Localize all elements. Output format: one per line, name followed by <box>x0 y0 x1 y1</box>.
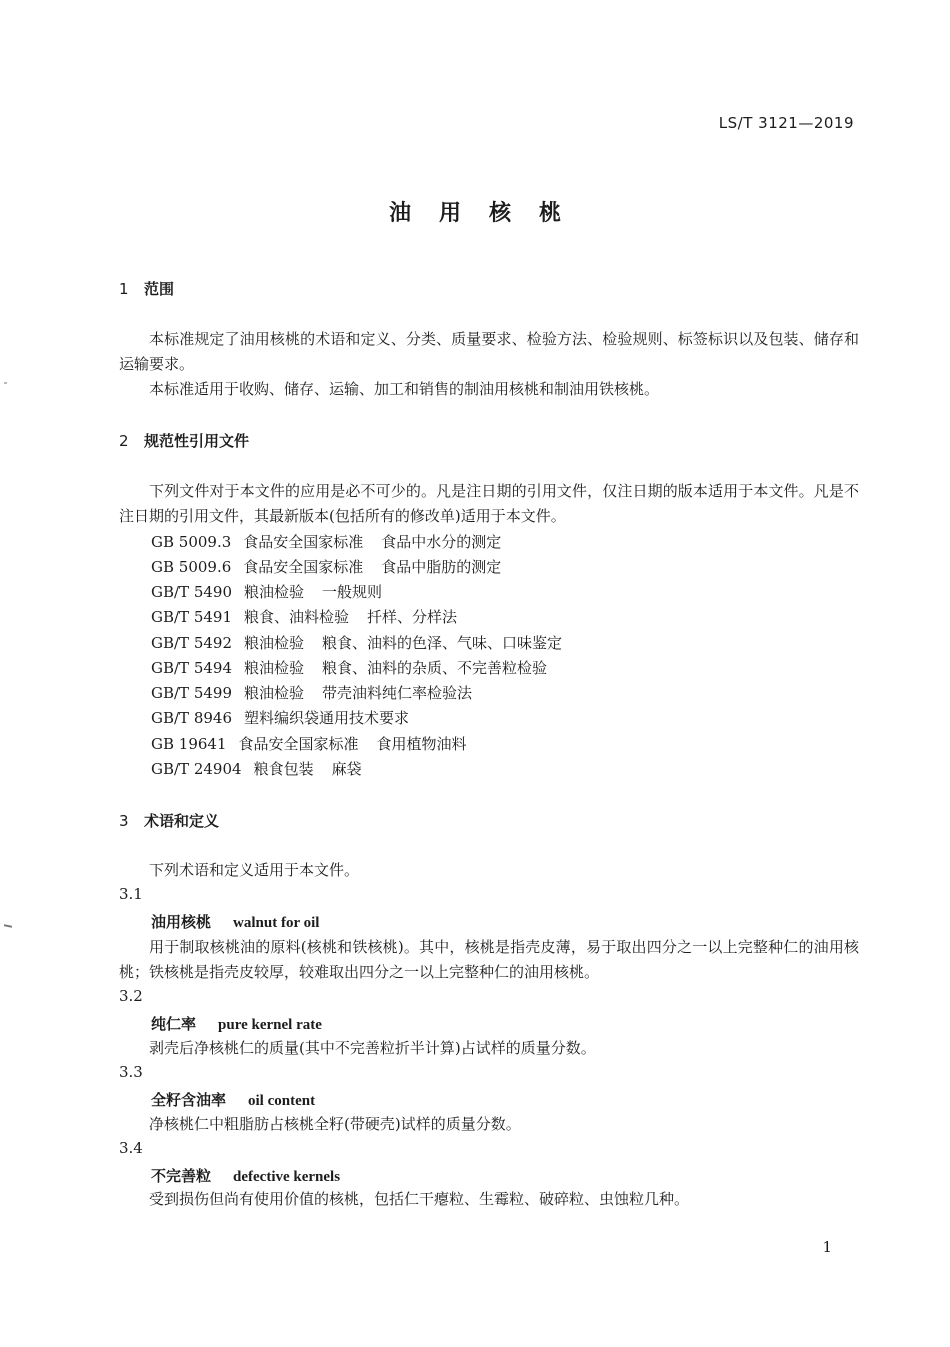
reference-subtitle: 粮食、油料的色泽、气味、口味鉴定 <box>322 634 563 652</box>
term-definition: 用于制取核桃油的原料(核桃和铁核桃)。其中，核桃是指壳皮薄，易于取出四分之一以上完整种仁的油用核桃；铁核桃是指壳皮较厚，较难取出四分之一以上完整种仁的油用核桃。 <box>119 938 859 981</box>
reference-subtitle: 食用植物油料 <box>376 735 467 753</box>
section-2-intro: 下列文件对于本文件的应用是必不可少的。凡是注日期的引用文件，仅注日期的版本适用于本文件。凡是不注日期的引用文件，其最新版本(包括所有的修改单)适用于本文件。 <box>119 482 859 525</box>
reference-code: GB/T 5499 <box>151 684 233 702</box>
term-number: 3.1 <box>119 885 143 903</box>
section-3-intro: 下列术语和定义适用于本文件。 <box>149 861 360 879</box>
page-number: 1 <box>822 1238 832 1256</box>
reference-code: GB 19641 <box>151 735 227 753</box>
reference-code: GB/T 8946 <box>151 709 233 727</box>
reference-item <box>151 707 409 728</box>
term-zh: 纯仁率 <box>151 1015 197 1033</box>
term-definition: 净核桃仁中粗脂肪占核桃全籽(带硬壳)试样的质量分数。 <box>149 1115 521 1133</box>
reference-item <box>151 606 457 627</box>
term-heading <box>151 1013 322 1034</box>
reference-title: 塑料编织袋通用技术要求 <box>244 709 410 727</box>
section-title: 规范性引用文件 <box>144 432 250 450</box>
section-1-paragraph-1: 本标准规定了油用核桃的术语和定义、分类、质量要求、检验方法、检验规则、标签标识以及包装、储存和运输要求。 <box>119 330 859 373</box>
document-title: 油用核桃 <box>388 201 589 226</box>
section-number: 2 <box>119 432 129 450</box>
term-number: 3.3 <box>119 1063 143 1081</box>
term-en: pure kernel rate <box>218 1017 322 1033</box>
reference-title: 食品安全国家标准 <box>238 735 359 753</box>
reference-subtitle: 粮食、油料的杂质、不完善粒检验 <box>322 659 548 677</box>
section-title: 范围 <box>144 280 175 298</box>
reference-code: GB/T 24904 <box>151 760 242 778</box>
section-2-heading <box>119 430 249 451</box>
section-number: 3 <box>119 812 129 830</box>
reference-item <box>151 531 501 552</box>
reference-title: 粮油检验 <box>244 634 305 652</box>
term-number: 3.2 <box>119 987 143 1005</box>
reference-subtitle: 带壳油料纯仁率检验法 <box>322 684 473 702</box>
reference-title: 粮食、油料检验 <box>244 608 350 626</box>
reference-item <box>151 632 562 653</box>
term-heading <box>151 911 319 932</box>
term-heading <box>151 1089 315 1110</box>
reference-title: 粮食包装 <box>253 760 314 778</box>
scan-mark <box>4 382 7 384</box>
scan-mark <box>4 924 12 928</box>
section-1-paragraph-2: 本标准适用于收购、储存、运输、加工和销售的制油用核桃和制油用铁核桃。 <box>149 380 660 398</box>
reference-code: GB/T 5491 <box>151 608 233 626</box>
term-definition: 受到损伤但尚有使用价值的核桃，包括仁干瘪粒、生霉粒、破碎粒、虫蚀粒几种。 <box>149 1190 690 1208</box>
reference-title: 粮油检验 <box>244 659 305 677</box>
section-1-heading <box>119 278 174 299</box>
reference-title: 粮油检验 <box>244 583 305 601</box>
reference-code: GB/T 5494 <box>151 659 233 677</box>
reference-subtitle: 扦样、分样法 <box>367 608 458 626</box>
reference-code: GB/T 5490 <box>151 583 233 601</box>
term-en: defective kernels <box>233 1169 341 1185</box>
reference-item <box>151 581 382 602</box>
reference-subtitle: 一般规则 <box>322 583 383 601</box>
reference-title: 食品安全国家标准 <box>243 533 364 551</box>
reference-code: GB 5009.3 <box>151 533 232 551</box>
reference-item <box>151 682 472 703</box>
reference-item <box>151 733 467 754</box>
reference-subtitle: 麻袋 <box>331 760 362 778</box>
reference-subtitle: 食品中水分的测定 <box>381 533 502 551</box>
reference-code: GB/T 5492 <box>151 634 233 652</box>
reference-subtitle: 食品中脂肪的测定 <box>381 558 502 576</box>
term-zh: 油用核桃 <box>151 913 212 931</box>
reference-code: GB 5009.6 <box>151 558 232 576</box>
term-zh: 不完善粒 <box>151 1167 212 1185</box>
reference-title: 食品安全国家标准 <box>243 558 364 576</box>
term-en: walnut for oil <box>233 915 320 931</box>
reference-item <box>151 758 362 779</box>
standard-code: LS/T 3121—2019 <box>718 114 854 132</box>
section-number: 1 <box>119 280 129 298</box>
reference-item <box>151 556 501 577</box>
reference-item <box>151 657 547 678</box>
term-definition: 剥壳后净核桃仁的质量(其中不完善粒折半计算)占试样的质量分数。 <box>149 1039 596 1057</box>
term-en: oil content <box>248 1093 316 1109</box>
term-number: 3.4 <box>119 1139 143 1157</box>
section-title: 术语和定义 <box>144 812 220 830</box>
section-3-heading <box>119 810 219 831</box>
term-heading <box>151 1165 340 1186</box>
term-zh: 全籽含油率 <box>151 1091 227 1109</box>
reference-title: 粮油检验 <box>244 684 305 702</box>
